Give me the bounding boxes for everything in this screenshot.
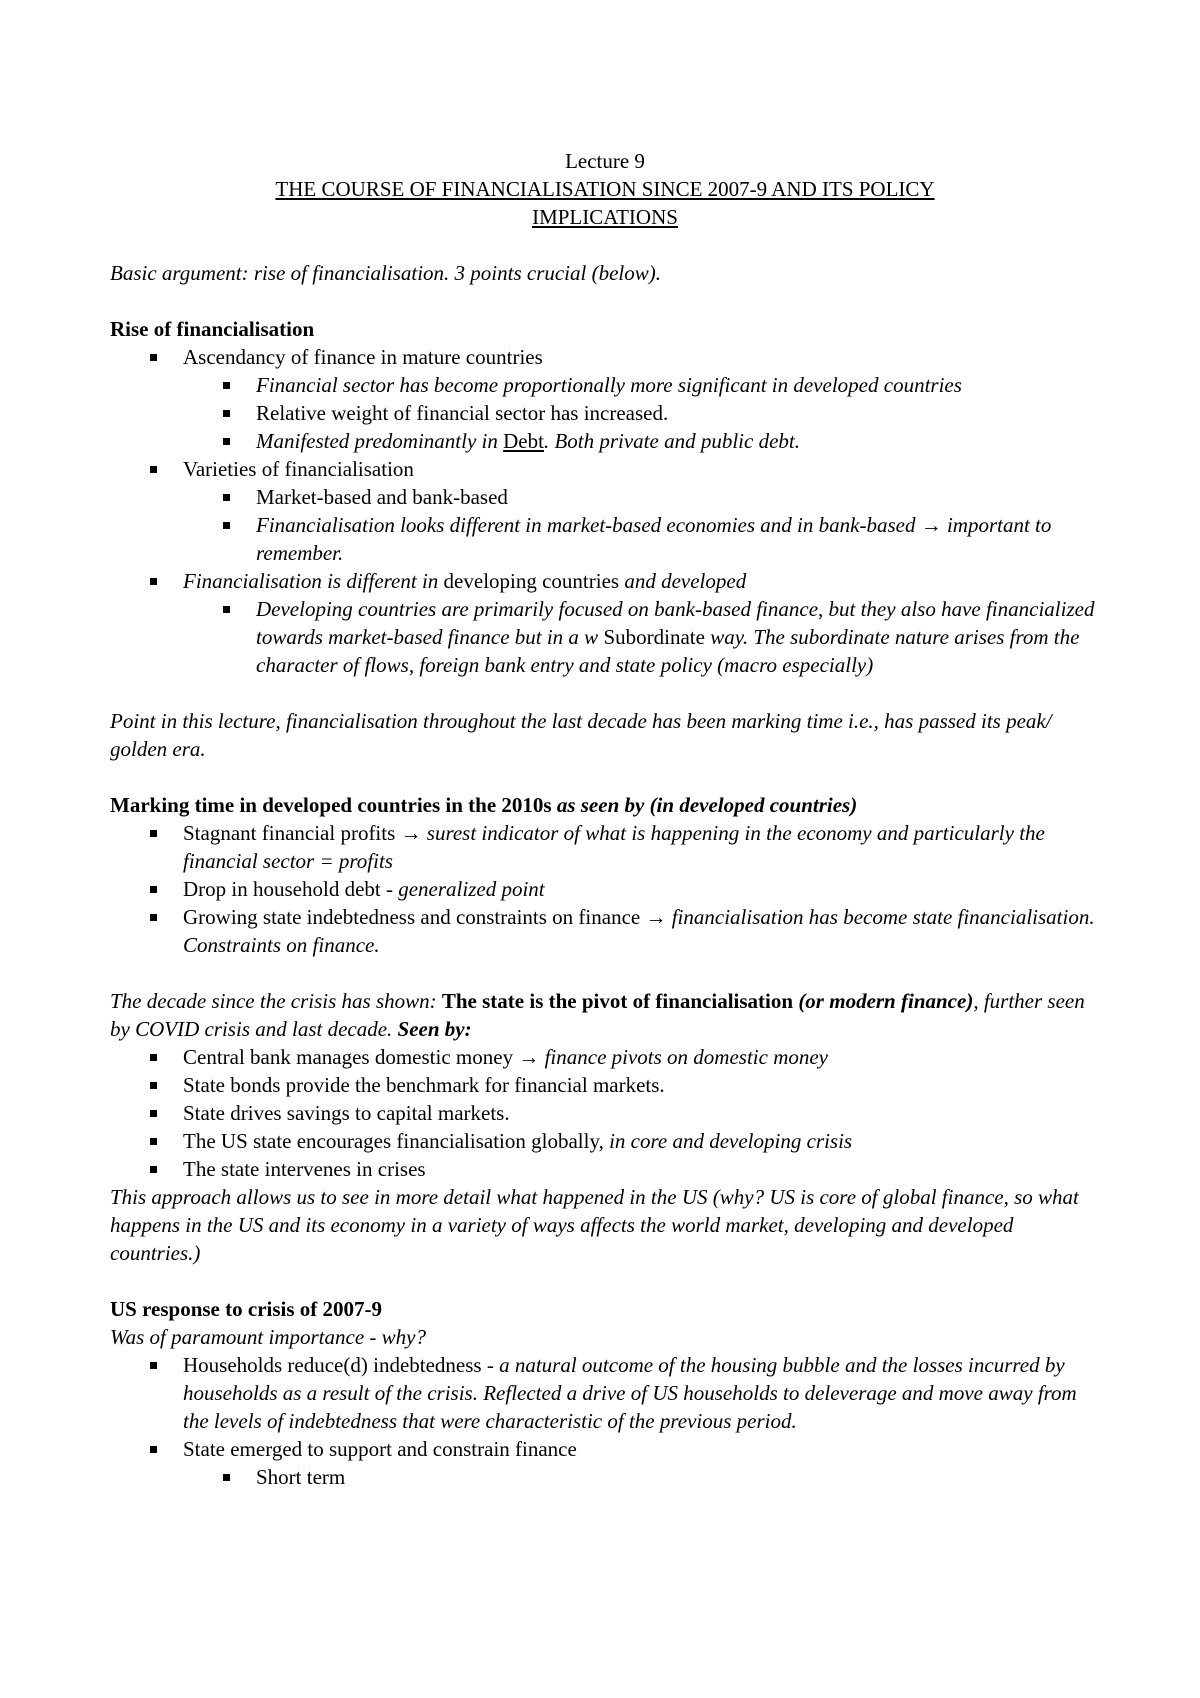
- title-line-2: IMPLICATIONS: [532, 205, 678, 229]
- point-paragraph: Point in this lecture, financialisation throughout the last decade has been marking time i.e., has passed its peak/ golden era.: [110, 709, 1052, 761]
- list-item: Financialisation looks different in market-based economies and in bank-based → important to remember.: [110, 511, 1100, 567]
- list-item: Growing state indebtedness and constraints on finance → financialisation has become state financialisation. Constraints on finance.: [110, 903, 1100, 959]
- approach-paragraph: This approach allows us to see in more detail what happened in the US (why? US is core of global finance, so what happens in the US and its economy in a variety of ways affects the world market, developing and developed countries.): [110, 1185, 1079, 1265]
- title-line-1: THE COURSE OF FINANCIALISATION SINCE 2007-9 AND ITS POLICY: [275, 177, 935, 201]
- list-item: Drop in household debt - generalized point: [110, 875, 1100, 903]
- list-item: Financialisation is different in developing countries and developed: [110, 567, 1100, 595]
- list-item: Manifested predominantly in Debt. Both private and public debt.: [110, 427, 1100, 455]
- list-item: Varieties of financialisation: [110, 455, 1100, 483]
- list-item: Central bank manages domestic money → finance pivots on domestic money: [110, 1043, 1100, 1071]
- lecture-number: Lecture 9: [565, 149, 645, 173]
- list-item: Ascendancy of finance in mature countries: [110, 343, 1100, 371]
- list-item: Market-based and bank-based: [110, 483, 1100, 511]
- decade-paragraph: The decade since the crisis has shown: The state is the pivot of financialisation (or modern finance), further seen by COVID crisis and last decade. Seen by:: [110, 989, 1085, 1041]
- list-item: The state intervenes in crises: [110, 1155, 1100, 1183]
- intro-paragraph: Basic argument: rise of financialisation. 3 points crucial (below).: [110, 261, 662, 285]
- list-item: State drives savings to capital markets.: [110, 1099, 1100, 1127]
- list-item: Stagnant financial profits → surest indicator of what is happening in the economy and particularly the financial sector = profits: [110, 819, 1100, 875]
- list-item: Households reduce(d) indebtedness - a natural outcome of the housing bubble and the losses incurred by households as a result of the crisis. Reflected a drive of US households to deleverage and move away from the levels of indebtedness that were characteristic of the previous period.: [110, 1351, 1100, 1435]
- section-heading-rise: Rise of financialisation: [110, 317, 315, 341]
- section-heading-marking-time: Marking time in developed countries in the 2010s as seen by (in developed countries): [110, 793, 858, 817]
- list-item: Developing countries are primarily focused on bank-based finance, but they also have financialized towards market-based finance but in a w Subordinate way. The subordinate nature arises from the character of flows, foreign bank entry and state policy (macro especially): [110, 595, 1100, 679]
- list-item: State emerged to support and constrain finance: [110, 1435, 1100, 1463]
- document-body: [110, 147, 1100, 1491]
- section-heading-us-response: US response to crisis of 2007-9: [110, 1297, 383, 1321]
- list-item: Financial sector has become proportionally more significant in developed countries: [110, 371, 1100, 399]
- list-item: Short term: [110, 1463, 1100, 1491]
- us-subheading: Was of paramount importance - why?: [110, 1325, 426, 1349]
- list-item: Relative weight of financial sector has increased.: [110, 399, 1100, 427]
- list-item: State bonds provide the benchmark for financial markets.: [110, 1071, 1100, 1099]
- list-item: The US state encourages financialisation globally, in core and developing crisis: [110, 1127, 1100, 1155]
